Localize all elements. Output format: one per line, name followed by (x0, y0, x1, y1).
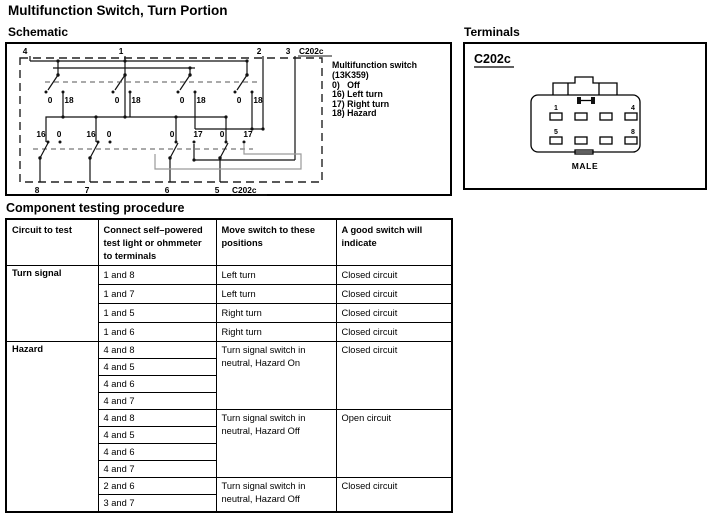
svg-text:16) Left turn: 16) Left turn (332, 89, 383, 99)
pin-label-4: 4 (631, 105, 635, 112)
terminals-connector-id: C202c (474, 52, 511, 66)
col-header-terminals: Connect self–powered test light or ohmmeter to terminals (98, 219, 216, 266)
terminals-cell: 1 and 6 (98, 323, 216, 342)
connector-latch-ticks (568, 83, 599, 95)
position-cell: Turn signal switch in neutral, Hazard Off (216, 478, 336, 512)
svg-text:0) Off: 0) Off (332, 80, 360, 90)
terminals-cell: 1 and 7 (98, 285, 216, 304)
terminals-cell: 4 and 7 (98, 393, 216, 410)
page-title: Multifunction Switch, Turn Portion (8, 3, 228, 18)
svg-text:18: 18 (64, 95, 74, 105)
result-cell: Open circuit (336, 410, 452, 478)
wire-gray-routing (155, 144, 301, 169)
pin-label-1: 1 (554, 105, 558, 112)
col-header-result: A good switch will indicate (336, 219, 452, 266)
svg-text:18: 18 (131, 95, 141, 105)
svg-text:0: 0 (114, 95, 120, 105)
position-cell: Turn signal switch in neutral, Hazard Off (216, 410, 336, 478)
terminal-label-7: 7 (84, 185, 90, 195)
terminals-cell: 4 and 8 (98, 410, 216, 427)
wire-top-buses (30, 56, 295, 160)
terminals-cell: 4 and 6 (98, 376, 216, 393)
connector-latch (553, 77, 617, 95)
testing-heading: Component testing procedure (6, 201, 185, 215)
top-switch-labels (48, 95, 263, 105)
wire-mid-bus (46, 117, 263, 142)
junction-dots (38, 59, 264, 161)
svg-text:16: 16 (36, 129, 46, 139)
connector-label-top: C202c (299, 46, 324, 56)
table-header-row (6, 219, 452, 266)
terminals-cell: 4 and 6 (98, 444, 216, 461)
svg-text:0: 0 (56, 129, 62, 139)
terminals-heading: Terminals (464, 25, 520, 39)
terminal-label-8: 8 (34, 185, 40, 195)
result-cell: Closed circuit (336, 342, 452, 410)
bottom-switch-labels (36, 129, 253, 139)
terminals-cell: 1 and 5 (98, 304, 216, 323)
terminals-cell: 2 and 6 (98, 478, 216, 495)
position-cell: Right turn (216, 304, 336, 323)
svg-text:0: 0 (179, 95, 185, 105)
result-cell: Closed circuit (336, 323, 452, 342)
terminals-cell: 4 and 5 (98, 427, 216, 444)
terminals-cell: 4 and 5 (98, 359, 216, 376)
position-cell: Left turn (216, 266, 336, 285)
schematic-diagram (5, 42, 452, 196)
svg-text:(13K359): (13K359) (332, 70, 369, 80)
position-cell: Right turn (216, 323, 336, 342)
connector-pins-row2 (550, 137, 637, 144)
position-cell: Turn signal switch in neutral, Hazard On (216, 342, 336, 410)
result-cell: Closed circuit (336, 285, 452, 304)
pin-label-8: 8 (631, 129, 635, 136)
terminal-label-2: 2 (256, 46, 262, 56)
svg-text:18: 18 (196, 95, 206, 105)
pin-label-5: 5 (554, 129, 558, 136)
wire-bottom-switch-levers (40, 143, 228, 158)
terminals-cell: 1 and 8 (98, 266, 216, 285)
terminal-label-4: 4 (22, 46, 28, 56)
connector-label-bottom: C202c (232, 185, 257, 195)
svg-text:17: 17 (193, 129, 203, 139)
svg-text:0: 0 (47, 95, 53, 105)
svg-text:0: 0 (106, 129, 112, 139)
col-header-circuit: Circuit to test (6, 219, 98, 266)
wire-hazard-drops (63, 92, 252, 129)
svg-text:0: 0 (219, 129, 225, 139)
circuit-cell: Hazard (6, 342, 98, 512)
connector-gender-label: MALE (571, 161, 599, 171)
terminal-label-3: 3 (285, 46, 291, 56)
terminals-diagram (463, 42, 707, 190)
result-cell: Closed circuit (336, 266, 452, 285)
svg-text:17: 17 (243, 129, 253, 139)
wire-bottom-terminal-drops (40, 158, 220, 182)
svg-text:0: 0 (236, 95, 242, 105)
switch-assembly-dashed-box (20, 58, 322, 182)
svg-text:16: 16 (86, 129, 96, 139)
terminals-cell: 3 and 7 (98, 495, 216, 512)
schematic-legend (332, 60, 417, 118)
result-cell: Closed circuit (336, 478, 452, 512)
terminals-cell: 4 and 7 (98, 461, 216, 478)
position-cell: Left turn (216, 285, 336, 304)
schematic-heading: Schematic (8, 25, 69, 39)
svg-text:0: 0 (169, 129, 175, 139)
svg-text:17) Right turn: 17) Right turn (332, 99, 390, 109)
svg-text:18: 18 (253, 95, 263, 105)
connector-latch-bar-icon (577, 97, 595, 104)
terminal-label-5: 5 (214, 185, 220, 195)
table-row (6, 342, 452, 359)
terminal-label-1: 1 (118, 46, 124, 56)
terminal-label-6: 6 (164, 185, 170, 195)
result-cell: Closed circuit (336, 304, 452, 323)
testing-table (5, 218, 453, 513)
col-header-position: Move switch to these positions (216, 219, 336, 266)
svg-text:Multifunction switch: Multifunction switch (332, 60, 418, 70)
svg-text:18) Hazard: 18) Hazard (332, 108, 377, 118)
table-row (6, 266, 452, 285)
connector-pins-row1 (550, 113, 637, 120)
terminals-cell: 4 and 8 (98, 342, 216, 359)
circuit-cell: Turn signal (6, 266, 98, 342)
